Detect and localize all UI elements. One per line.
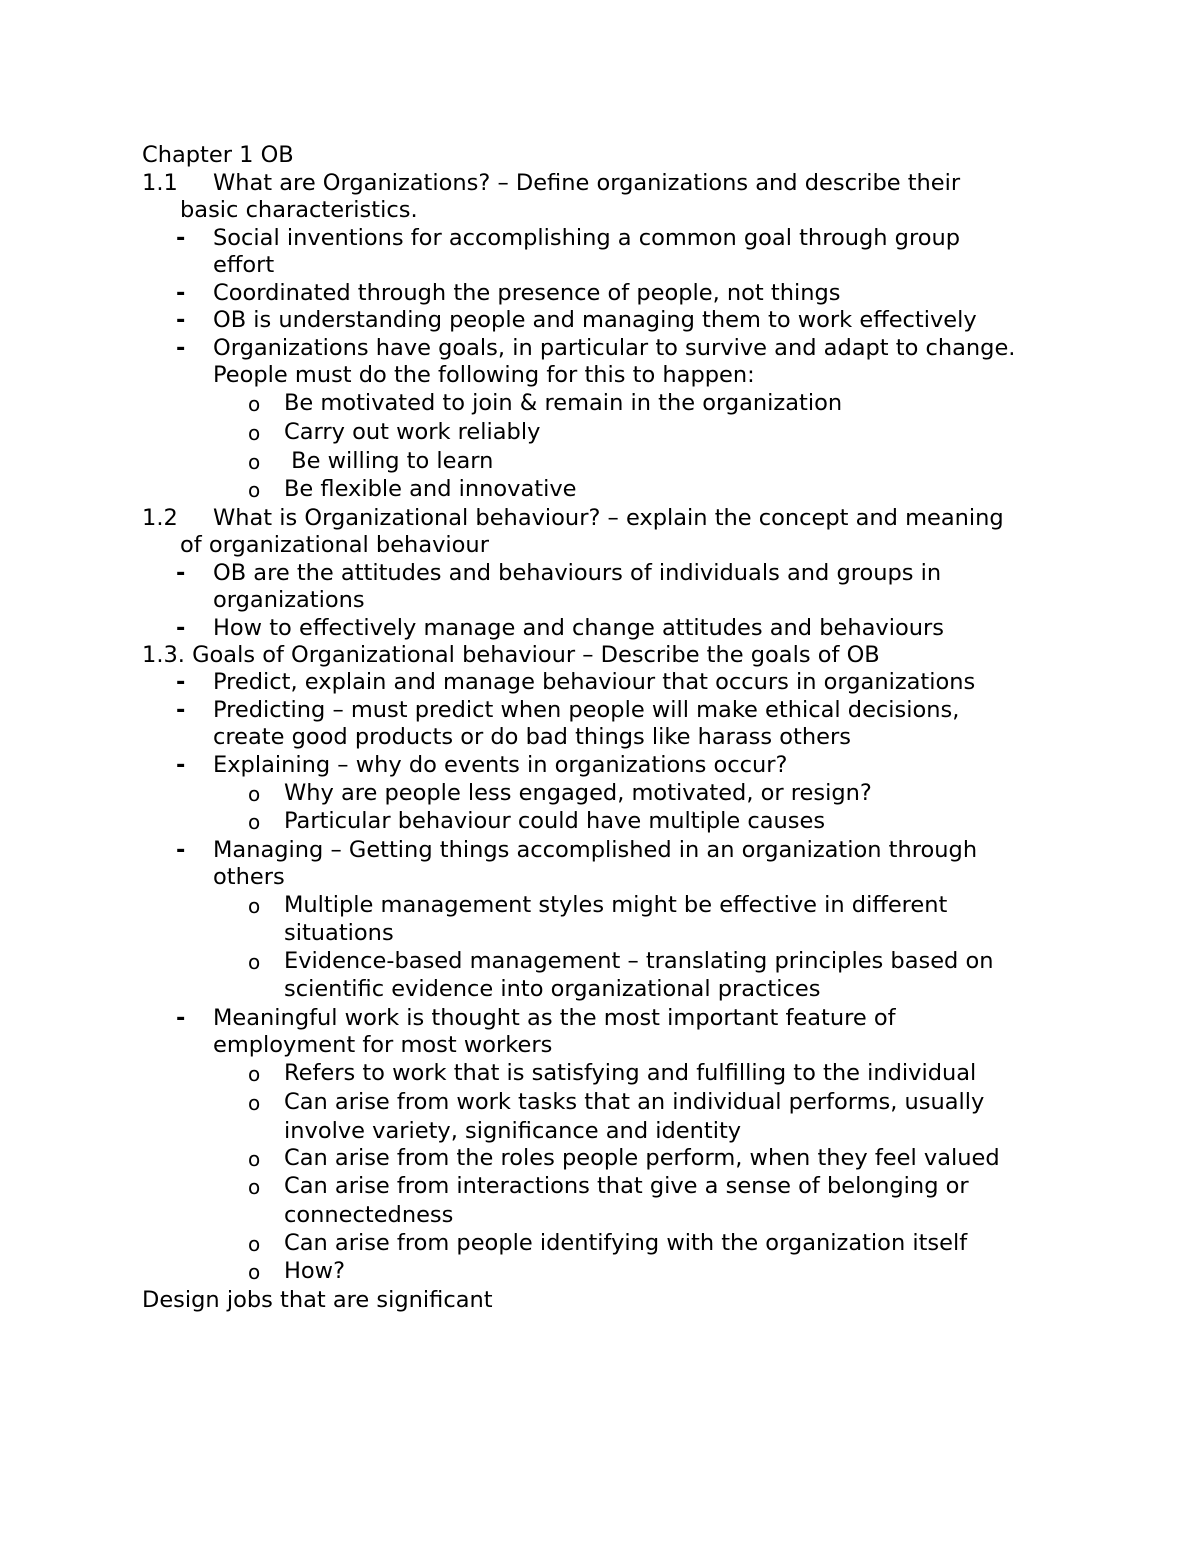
bullet-social-inventions: Social inventions for accomplishing a common goal through group xyxy=(213,225,961,251)
dash-bullet-marker: - xyxy=(176,752,186,778)
section-heading-1-2: What is Organizational behaviour? – explain the concept and meaning xyxy=(213,505,1004,531)
bullet-managing: Managing – Getting things accomplished in an organization through xyxy=(213,837,978,863)
circle-bullet-marker: o xyxy=(248,478,261,502)
closing-line: Design jobs that are significant xyxy=(142,1287,493,1313)
section-number-1-2: 1.2 xyxy=(142,505,178,531)
circle-bullet-marker: o xyxy=(248,392,261,416)
sub-bullet-work-tasks: Can arise from work tasks that an individual performs, usually xyxy=(284,1089,985,1115)
sub-bullet-multiple-causes: Particular behaviour could have multiple causes xyxy=(284,808,826,834)
bullet-social-inventions-cont: effort xyxy=(213,252,275,278)
bullet-ob-attitudes: OB are the attitudes and behaviours of individuals and groups in xyxy=(213,560,942,586)
dash-bullet-marker: - xyxy=(176,225,186,251)
bullet-predicting: Predicting – must predict when people will make ethical decisions, xyxy=(213,697,960,723)
sub-bullet-flexible: Be flexible and innovative xyxy=(284,476,577,502)
circle-bullet-marker: o xyxy=(248,782,261,806)
sub-bullet-work-tasks-cont: involve variety, significance and identity xyxy=(284,1118,742,1144)
circle-bullet-marker: o xyxy=(248,1175,261,1199)
sub-bullet-less-engaged: Why are people less engaged, motivated, or resign? xyxy=(284,780,872,806)
bullet-meaningful-work-cont: employment for most workers xyxy=(213,1032,553,1058)
dash-bullet-marker: - xyxy=(176,697,186,723)
bullet-organizations-goals: Organizations have goals, in particular to survive and adapt to change. xyxy=(213,335,1016,361)
sub-bullet-management-styles: Multiple management styles might be effective in different xyxy=(284,892,948,918)
bullet-organizations-goals-cont: People must do the following for this to happen: xyxy=(213,362,755,388)
sub-bullet-interactions-cont: connectedness xyxy=(284,1202,454,1228)
sub-bullet-motivated: Be motivated to join & remain in the organization xyxy=(284,390,843,416)
sub-bullet-satisfying: Refers to work that is satisfying and fulfilling to the individual xyxy=(284,1060,977,1086)
dash-bullet-marker: - xyxy=(176,560,186,586)
sub-bullet-management-styles-cont: situations xyxy=(284,920,394,946)
section-heading-1-2-cont: of organizational behaviour xyxy=(180,532,489,558)
sub-bullet-carry-out-work: Carry out work reliably xyxy=(284,419,541,445)
circle-bullet-marker: o xyxy=(248,1147,261,1171)
section-heading-1-1: What are Organizations? – Define organizations and describe their xyxy=(213,170,961,196)
sub-bullet-interactions: Can arise from interactions that give a sense of belonging or xyxy=(284,1173,969,1199)
bullet-managing-cont: others xyxy=(213,864,285,890)
circle-bullet-marker: o xyxy=(248,1260,261,1284)
dash-bullet-marker: - xyxy=(176,1005,186,1031)
bullet-ob-attitudes-cont: organizations xyxy=(213,587,365,613)
dash-bullet-marker: - xyxy=(176,837,186,863)
section-number-1-1: 1.1 xyxy=(142,170,178,196)
sub-bullet-identifying: Can arise from people identifying with the organization itself xyxy=(284,1230,968,1256)
circle-bullet-marker: o xyxy=(248,421,261,445)
sub-bullet-willing-to-learn: Be willing to learn xyxy=(284,448,494,474)
dash-bullet-marker: - xyxy=(176,280,186,306)
dash-bullet-marker: - xyxy=(176,335,186,361)
sub-bullet-evidence-based: Evidence-based management – translating principles based on xyxy=(284,948,994,974)
bullet-predicting-cont: create good products or do bad things like harass others xyxy=(213,724,851,750)
circle-bullet-marker: o xyxy=(248,1091,261,1115)
bullet-manage-change: How to effectively manage and change attitudes and behaviours xyxy=(213,615,944,641)
bullet-explaining: Explaining – why do events in organizations occur? xyxy=(213,752,788,778)
sub-bullet-how: How? xyxy=(284,1258,346,1284)
bullet-meaningful-work: Meaningful work is thought as the most important feature of xyxy=(213,1005,896,1031)
circle-bullet-marker: o xyxy=(248,1062,261,1086)
circle-bullet-marker: o xyxy=(248,894,261,918)
sub-bullet-roles: Can arise from the roles people perform, when they feel valued xyxy=(284,1145,1000,1171)
bullet-ob-understanding: OB is understanding people and managing them to work effectively xyxy=(213,307,977,333)
section-heading-1-3: 1.3. Goals of Organizational behaviour – Describe the goals of OB xyxy=(142,642,880,668)
document-title: Chapter 1 OB xyxy=(142,142,294,168)
section-heading-1-1-cont: basic characteristics. xyxy=(180,197,418,223)
dash-bullet-marker: - xyxy=(176,307,186,333)
bullet-predict-explain-manage: Predict, explain and manage behaviour that occurs in organizations xyxy=(213,669,976,695)
sub-bullet-evidence-based-cont: scientific evidence into organizational practices xyxy=(284,976,821,1002)
circle-bullet-marker: o xyxy=(248,810,261,834)
circle-bullet-marker: o xyxy=(248,450,261,474)
circle-bullet-marker: o xyxy=(248,1232,261,1256)
dash-bullet-marker: - xyxy=(176,669,186,695)
bullet-coordinated: Coordinated through the presence of people, not things xyxy=(213,280,841,306)
circle-bullet-marker: o xyxy=(248,950,261,974)
dash-bullet-marker: - xyxy=(176,615,186,641)
